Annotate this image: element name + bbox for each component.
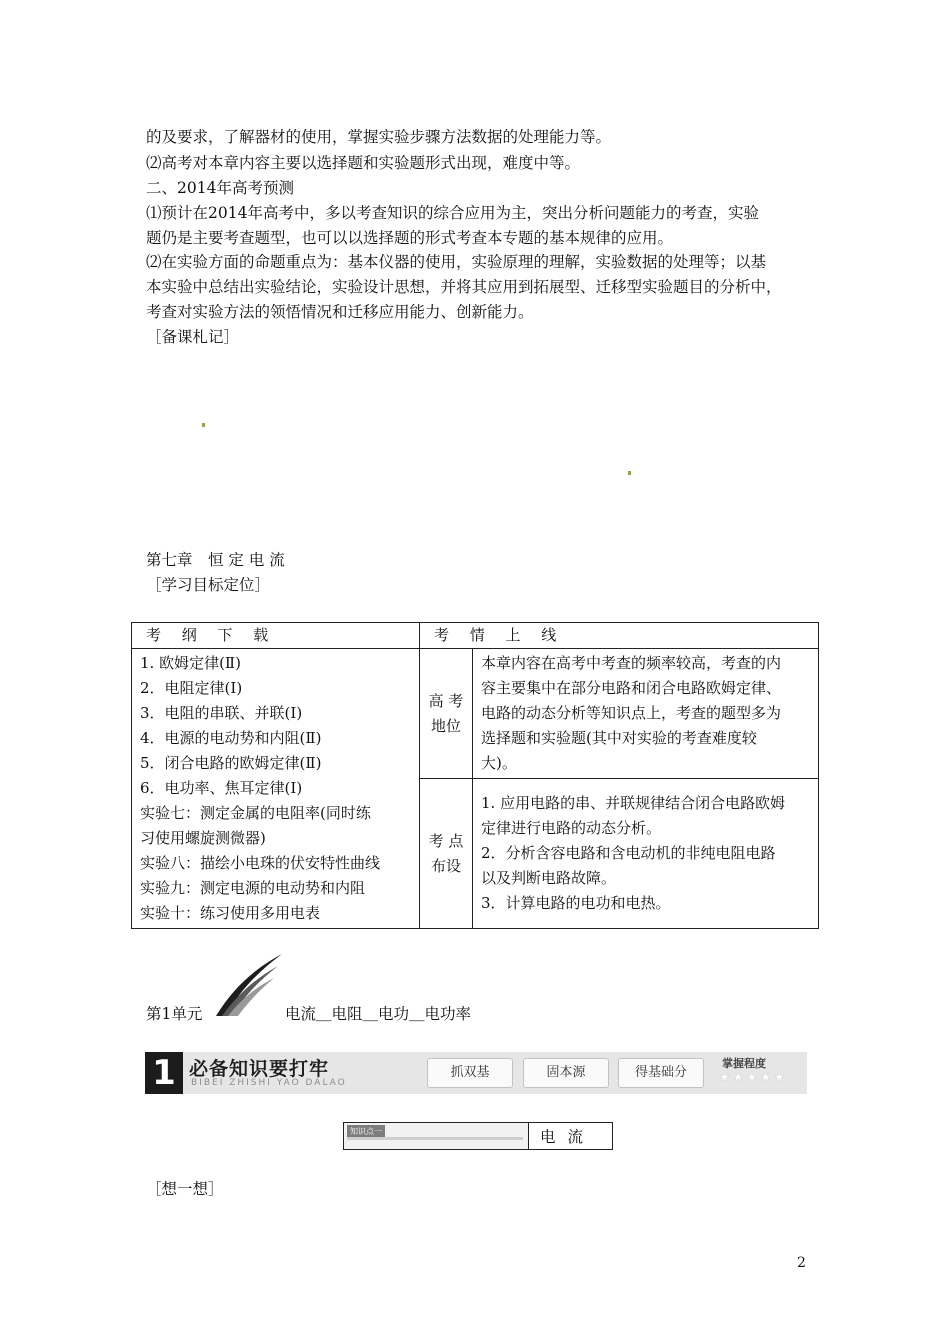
grasp-basics-button[interactable]: 抓双基 bbox=[427, 1058, 513, 1088]
list-item: 实验七：测定金属的电阻率(同时练 bbox=[140, 804, 371, 822]
knowledge-point-tag-text: 知识点一 bbox=[347, 1125, 385, 1138]
page-number: 2 bbox=[797, 1255, 806, 1271]
decorative-dot bbox=[202, 423, 205, 427]
text-line: 定律进行电路的动态分析。 bbox=[481, 819, 662, 837]
intro-line-4: ⑴预计在2014年高考中，多以考查知识的综合应用为主，突出分析问题能力的考查，实验 bbox=[146, 204, 759, 222]
text-line: 2．分析含容电路和含电动机的非纯电阻电路 bbox=[481, 844, 776, 862]
list-item: 实验八：描绘小电珠的伏安特性曲线 bbox=[140, 854, 381, 872]
consolidate-button[interactable]: 固本源 bbox=[523, 1058, 609, 1088]
text-line: 选择题和实验题(其中对实验的考查难度较 bbox=[481, 729, 757, 747]
list-item: 实验九：测定电源的电动势和内阻 bbox=[140, 879, 366, 897]
mastery-stars: ★★★★★ bbox=[719, 1070, 788, 1084]
lesson-notes-label: ［备课札记］ bbox=[146, 328, 240, 346]
list-item: 实验十：练习使用多用电表 bbox=[140, 904, 321, 922]
text-line: 容主要集中在部分电路和闭合电路欧姆定律、 bbox=[481, 679, 782, 697]
intro-line-7: 本实验中总结出实验结论，实验设计思想，并将其应用到拓展型、迁移型实验题目的分析中， bbox=[146, 278, 782, 296]
list-item: 5．闭合电路的欧姆定律(Ⅱ) bbox=[140, 754, 322, 772]
intro-line-1: 的及要求，了解器材的使用，掌握实验步骤方法数据的处理能力等。 bbox=[146, 128, 612, 146]
text-line: 3．计算电路的电功和电热。 bbox=[481, 894, 671, 912]
syllabus-table bbox=[131, 622, 819, 929]
section-heading-2014: 二、2014年高考预测 bbox=[146, 179, 294, 197]
banner-title: 必备知识要打牢 bbox=[189, 1058, 330, 1080]
text-line: 本章内容在高考中考查的频率较高，考查的内 bbox=[481, 654, 782, 672]
list-item: 6．电功率、焦耳定律(Ⅰ) bbox=[140, 779, 303, 797]
intro-line-8: 考查对实验方法的领悟情况和迁移应用能力、创新能力。 bbox=[146, 303, 534, 321]
learning-goals-label: ［学习目标定位］ bbox=[146, 576, 271, 594]
exam-position-text bbox=[473, 649, 819, 779]
row-label-line: 布设 bbox=[430, 856, 461, 875]
knowledge-point-tag bbox=[344, 1123, 529, 1149]
basic-score-button[interactable]: 得基础分 bbox=[618, 1058, 704, 1088]
decorative-dot bbox=[628, 471, 631, 475]
mastery-label: 掌握程度 bbox=[722, 1057, 766, 1070]
section-banner bbox=[145, 1052, 807, 1094]
intro-line-6: ⑵在实验方面的命题重点为：基本仪器的使用，实验原理的理解，实验数据的处理等；以基 bbox=[146, 253, 767, 271]
knowledge-point-box bbox=[343, 1122, 613, 1150]
text-line: 1. 应用电路的串、并联规律结合闭合电路欧姆 bbox=[481, 794, 786, 812]
row-label-line: 地位 bbox=[430, 716, 461, 735]
intro-line-2: ⑵高考对本章内容主要以选择题和实验题形式出现，难度中等。 bbox=[146, 154, 581, 172]
list-item: 4．电源的电动势和内阻(Ⅱ) bbox=[140, 729, 322, 747]
list-item: 2．电阻定律(Ⅰ) bbox=[140, 679, 243, 697]
banner-number: 1 bbox=[145, 1052, 183, 1094]
text-line: 以及判断电路故障。 bbox=[481, 869, 617, 887]
row-label-line: 高 考 bbox=[428, 691, 464, 710]
table-header-syllabus: 考 纲 下 载 bbox=[132, 623, 420, 649]
think-label: ［想一想］ bbox=[146, 1180, 224, 1198]
list-item: 3．电阻的串联、并联(Ⅰ) bbox=[140, 704, 303, 722]
intro-line-5: 题仍是主要考查题型，也可以以选择题的形式考查本专题的基本规律的应用。 bbox=[146, 229, 674, 247]
banner-subtitle: BIBEI ZHISHI YAO DALAO bbox=[191, 1078, 347, 1088]
text-line: 电路的动态分析等知识点上，考查的题型多为 bbox=[481, 704, 782, 722]
chapter-title: 第七章 恒 定 电 流 bbox=[146, 551, 285, 569]
row-label-exam-position bbox=[420, 649, 473, 779]
list-item: 1. 欧姆定律(Ⅱ) bbox=[140, 654, 241, 672]
swoosh-icon bbox=[212, 950, 284, 1022]
row-label-line: 考 点 bbox=[428, 831, 464, 850]
key-points-text bbox=[473, 779, 819, 929]
text-line: 大)。 bbox=[481, 754, 517, 772]
unit-title: 电流＿电阻＿电功＿电功率 bbox=[285, 1005, 472, 1023]
decorative-bar bbox=[347, 1137, 523, 1140]
row-label-key-points bbox=[420, 779, 473, 929]
syllabus-list bbox=[132, 649, 420, 929]
list-item: 习使用螺旋测微器) bbox=[140, 829, 266, 847]
unit-number: 第1单元 bbox=[146, 1005, 203, 1023]
knowledge-point-label: 电流 bbox=[540, 1128, 596, 1146]
table-header-exam: 考 情 上 线 bbox=[420, 623, 819, 649]
